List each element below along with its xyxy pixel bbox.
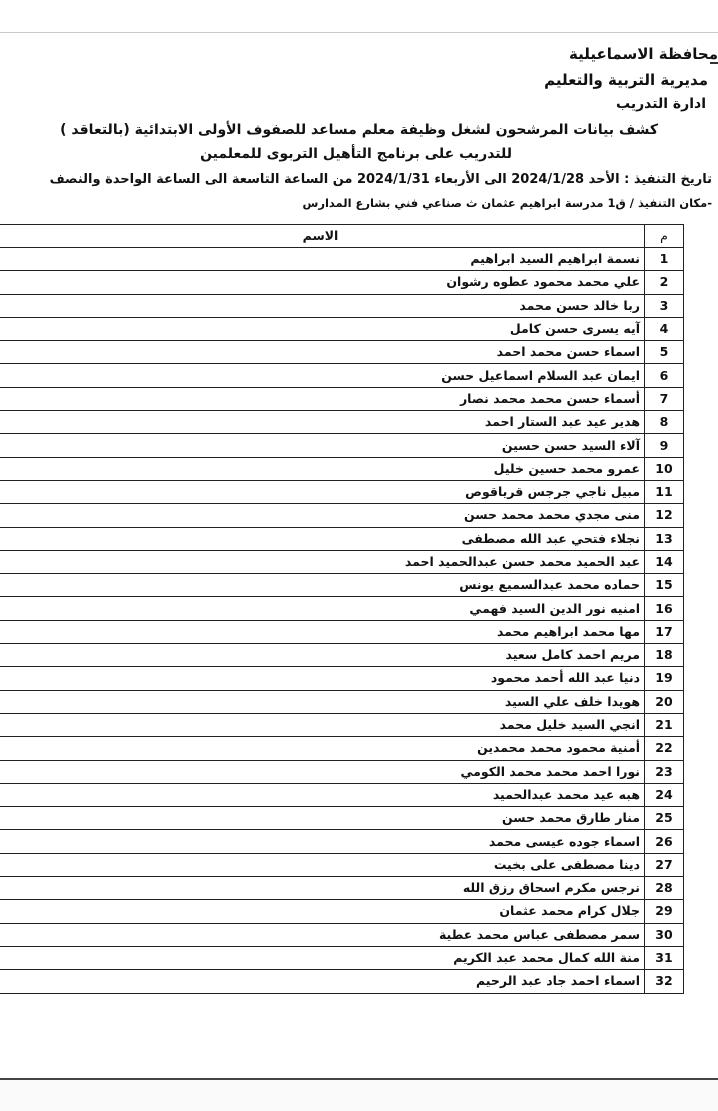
table-row <box>0 504 684 527</box>
table-row <box>0 644 684 667</box>
candidate-name: اسماء حسن محمد احمد <box>0 341 645 364</box>
candidate-name: هبه عيد محمد عبدالحميد <box>0 783 645 806</box>
row-number: 30 <box>645 923 684 946</box>
candidate-name: نورا احمد محمد محمد الكومي <box>0 760 645 783</box>
candidate-name: مها محمد ابراهيم محمد <box>0 620 645 643</box>
row-number: 21 <box>645 713 684 736</box>
candidate-name: أمنية محمود محمد محمدين <box>0 737 645 760</box>
table-row <box>0 387 684 410</box>
bottom-page-edge <box>0 1078 718 1111</box>
candidate-name: منار طارق محمد حسن <box>0 807 645 830</box>
row-number: 1 <box>645 248 684 271</box>
top-page-edge <box>0 0 718 33</box>
row-number: 15 <box>645 574 684 597</box>
document-title-line2: للتدريب على برنامج التأهيل التربوى للمعلمين <box>200 146 512 162</box>
table-row <box>0 364 684 387</box>
row-number: 11 <box>645 480 684 503</box>
row-number: 9 <box>645 434 684 457</box>
table-row <box>0 970 684 993</box>
table-row <box>0 667 684 690</box>
table-row <box>0 923 684 946</box>
candidate-name: عبد الحميد محمد حسن عبدالحميد احمد <box>0 550 645 573</box>
row-number: 7 <box>645 387 684 410</box>
row-number: 22 <box>645 737 684 760</box>
row-number: 4 <box>645 317 684 340</box>
document-title-line1: كشف بيانات المرشحون لشغل وظيفة معلم مساعد للصفوف الأولى الابتدائية (بالتعاقد ) <box>60 122 658 138</box>
candidate-name: مريم احمد كامل سعيد <box>0 644 645 667</box>
candidate-name: دينا مصطفى على بخيت <box>0 853 645 876</box>
table-row <box>0 783 684 806</box>
table-row <box>0 830 684 853</box>
candidate-name: آلاء السيد حسن حسين <box>0 434 645 457</box>
row-number: 20 <box>645 690 684 713</box>
table-row <box>0 877 684 900</box>
table-row <box>0 807 684 830</box>
candidate-name: ربا خالد حسن محمد <box>0 294 645 317</box>
table-row <box>0 411 684 434</box>
row-number: 6 <box>645 364 684 387</box>
candidate-name: امنيه نور الدين السيد فهمي <box>0 597 645 620</box>
row-number: 29 <box>645 900 684 923</box>
candidate-name: علي محمد محمود عطوه رشوان <box>0 271 645 294</box>
row-number: 26 <box>645 830 684 853</box>
candidate-name: أسماء حسن محمد محمد نصار <box>0 387 645 410</box>
table-row <box>0 574 684 597</box>
row-number: 31 <box>645 946 684 969</box>
table-row <box>0 620 684 643</box>
candidate-name: اسماء جوده عيسى محمد <box>0 830 645 853</box>
row-number: 8 <box>645 411 684 434</box>
table-body <box>0 248 684 994</box>
candidate-name: عمرو محمد حسين خليل <box>0 457 645 480</box>
candidate-name: منة الله كمال محمد عبد الكريم <box>0 946 645 969</box>
table-row <box>0 690 684 713</box>
table-header-row <box>0 225 684 248</box>
row-number: 24 <box>645 783 684 806</box>
table-row <box>0 946 684 969</box>
row-number: 25 <box>645 807 684 830</box>
row-number: 19 <box>645 667 684 690</box>
candidate-name: حماده محمد عبدالسميع يونس <box>0 574 645 597</box>
table-row <box>0 550 684 573</box>
row-number: 16 <box>645 597 684 620</box>
table-row <box>0 527 684 550</box>
candidate-name: دنيا عبد الله أحمد محمود <box>0 667 645 690</box>
candidate-name: نسمة ابراهيم السيد ابراهيم <box>0 248 645 271</box>
row-number: 23 <box>645 760 684 783</box>
row-number: 10 <box>645 457 684 480</box>
row-number: 14 <box>645 550 684 573</box>
column-header-name: الاسم <box>0 225 645 248</box>
table-row <box>0 317 684 340</box>
execution-place-line: -مكان التنفيذ / ق1 مدرسة ابراهيم عثمان ث صناعي فني بشارع المدارس <box>302 196 712 210</box>
candidate-name: اسماء احمد جاد عبد الرحيم <box>0 970 645 993</box>
candidate-name: هويدا خلف علي السيد <box>0 690 645 713</box>
table-row <box>0 434 684 457</box>
governorate-heading: محافظة الاسماعيلية <box>569 45 718 63</box>
candidate-name: نرجس مكرم اسحاق رزق الله <box>0 877 645 900</box>
table-row <box>0 457 684 480</box>
row-number: 32 <box>645 970 684 993</box>
row-number: 12 <box>645 504 684 527</box>
candidate-name: انجي السيد خليل محمد <box>0 713 645 736</box>
table-row <box>0 597 684 620</box>
row-number: 2 <box>645 271 684 294</box>
candidate-name: نجلاء فتحي عبد الله مصطفى <box>0 527 645 550</box>
table-row <box>0 341 684 364</box>
row-number: 3 <box>645 294 684 317</box>
row-number: 5 <box>645 341 684 364</box>
execution-date-line: تاريخ التنفيذ : الأحد 2024/1/28 الى الأربعاء 2024/1/31 من الساعة التاسعة الى الساعة الواحدة والنصف <box>49 172 712 187</box>
row-number: 27 <box>645 853 684 876</box>
directorate-heading: مديرية التربية والتعليم <box>544 71 708 89</box>
row-number: 13 <box>645 527 684 550</box>
row-number: 18 <box>645 644 684 667</box>
table-row <box>0 760 684 783</box>
table-row <box>0 713 684 736</box>
table-row <box>0 737 684 760</box>
department-heading: ادارة التدريب <box>616 96 706 112</box>
table-row <box>0 480 684 503</box>
table-row <box>0 294 684 317</box>
row-number: 28 <box>645 877 684 900</box>
table-row <box>0 271 684 294</box>
table-row <box>0 900 684 923</box>
candidate-name: ايمان عبد السلام اسماعيل حسن <box>0 364 645 387</box>
candidate-name: جلال كرام محمد عثمان <box>0 900 645 923</box>
candidate-name: آيه يسرى حسن كامل <box>0 317 645 340</box>
candidate-name: هدير عيد عبد الستار احمد <box>0 411 645 434</box>
candidate-name: مبيل ناجي جرجس قرياقوص <box>0 480 645 503</box>
candidates-table <box>0 224 684 994</box>
candidate-name: منى مجدي محمد محمد حسن <box>0 504 645 527</box>
table-row <box>0 248 684 271</box>
table-row <box>0 853 684 876</box>
column-header-number: م <box>645 225 684 248</box>
candidate-name: سمر مصطفى عباس محمد عطية <box>0 923 645 946</box>
row-number: 17 <box>645 620 684 643</box>
